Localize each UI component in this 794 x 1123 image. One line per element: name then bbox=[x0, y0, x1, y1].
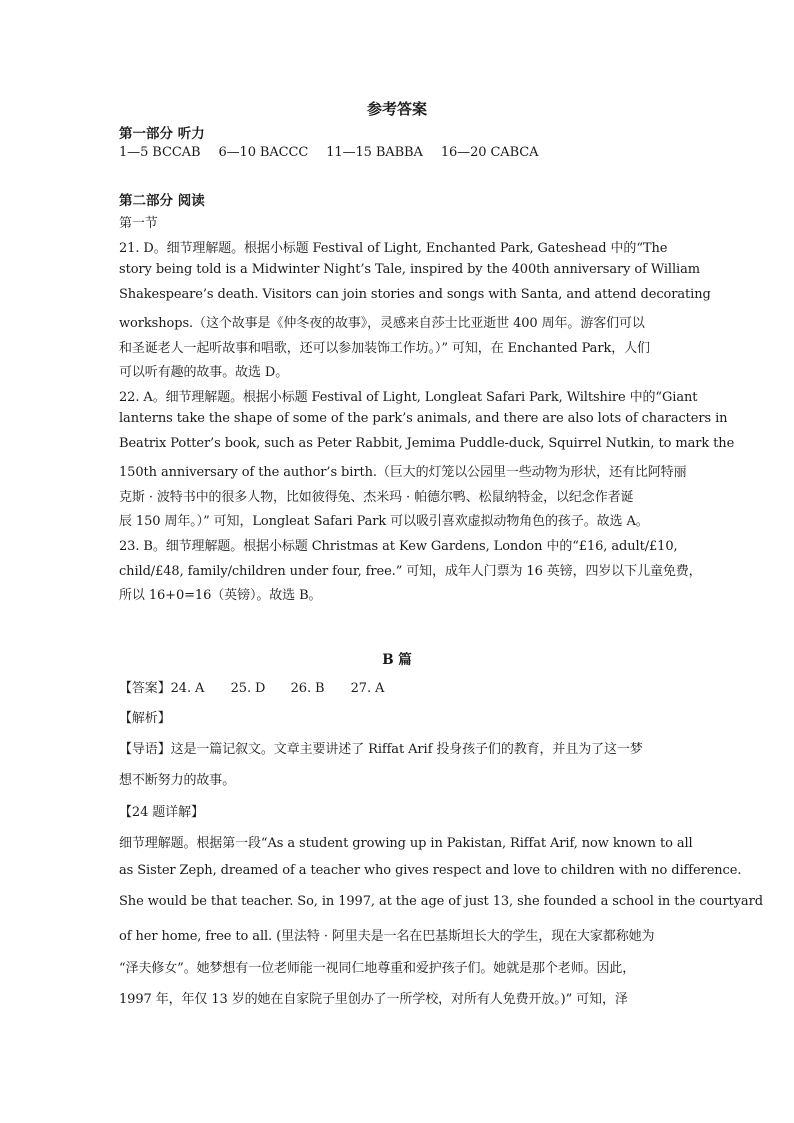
section-b-title: B 篇 bbox=[382, 652, 412, 668]
paragraph-line: 细节理解题。根据第一段“As a student growing up in Pakistan, Riffat Arif, now known to all bbox=[119, 836, 693, 851]
paragraph-line: Beatrix Potter’s book, such as Peter Rabbit, Jemima Puddle-duck, Squirrel Nutkin, to mark the bbox=[119, 436, 735, 451]
part2-subheading: 第一节 bbox=[119, 216, 158, 231]
paragraph-line: lanterns take the shape of some of the park’s animals, and there are also lots of characters in bbox=[119, 411, 728, 426]
paragraph-line: 克斯 · 波特书中的很多人物，比如彼得兔、杰米玛 · 帕德尔鸭、松鼠纳特金，以纪念作者诞 bbox=[119, 490, 634, 505]
part1-answers bbox=[119, 145, 679, 160]
paragraph-line: 22. A。细节理解题。根据小标题 Festival of Light, Longleat Safari Park, Wiltshire 中的“Giant bbox=[119, 390, 698, 405]
paragraph-line: “泽夫修女”。她梦想有一位老师能一视同仁地尊重和爱护孩子们。她就是那个老师。因此， bbox=[119, 961, 636, 976]
paragraph-line: 21. D。细节理解题。根据小标题 Festival of Light, Enchanted Park, Gateshead 中的“The bbox=[119, 241, 668, 256]
paragraph-line: child/£48, family/children under four, free.” 可知，成年人门票为 16 英镑，四岁以下儿童免费， bbox=[119, 564, 702, 579]
answer-item: 26. B bbox=[290, 681, 325, 696]
paragraph-line: 可以听有趣的故事。故选 D。 bbox=[119, 365, 289, 380]
paragraph-line: 所以 16+0=16（英镑）。故选 B。 bbox=[119, 588, 322, 603]
paragraph-line: 23. B。细节理解题。根据小标题 Christmas at Kew Gardens, London 中的“£16, adult/£10, bbox=[119, 539, 678, 554]
part1-heading: 第一部分 听力 bbox=[119, 126, 205, 142]
answer-group: 1—5 BCCAB bbox=[119, 145, 201, 160]
answer-group: 16—20 CABCA bbox=[440, 145, 539, 160]
section-b-answers bbox=[119, 677, 679, 696]
paragraph-line: story being told is a Midwinter Night’s Tale, inspired by the 400th anniversary of William bbox=[119, 262, 700, 277]
answer-item: 25. D bbox=[230, 681, 266, 696]
paragraph-line: She would be that teacher. So, in 1997, at the age of just 13, she founded a school in the courtyard bbox=[119, 894, 763, 909]
answer-label: 【答案】 bbox=[119, 681, 171, 696]
paragraph-line: of her home, free to all. (里法特 · 阿里夫是一名在巴基斯坦长大的学生，现在大家都称她为 bbox=[119, 929, 655, 944]
paragraph-line: 想不断努力的故事。 bbox=[119, 773, 236, 788]
analysis-label: 【解析】 bbox=[119, 711, 171, 726]
paragraph-line: 1997 年，年仅 13 岁的她在自家院子里创办了一所学校，对所有人免费开放。)” 可知，泽 bbox=[119, 992, 628, 1007]
paragraph-line: 和圣诞老人一起听故事和唱歌，还可以参加装饰工作坊。）” 可知，在 Enchanted Park，人们 bbox=[119, 341, 650, 356]
paragraph-line: as Sister Zeph, dreamed of a teacher who gives respect and love to children with no difference. bbox=[119, 863, 742, 878]
answer-item: 27. A bbox=[350, 681, 385, 696]
paragraph-line: 【导语】这是一篇记叙文。文章主要讲述了 Riffat Arif 投身孩子们的教育，并且为了这一梦 bbox=[119, 742, 643, 757]
answer-group: 6—10 BACCC bbox=[218, 145, 309, 160]
paragraph-line: 辰 150 周年。）” 可知，Longleat Safari Park 可以吸引喜欢虚拟动物角色的孩子。故选 A。 bbox=[119, 514, 649, 529]
paragraph-line: 150th anniversary of the author’s birth.（巨大的灯笼以公园里一些动物为形状，还有比阿特丽 bbox=[119, 465, 687, 480]
answer-group: 11—15 BABBA bbox=[326, 145, 423, 160]
paragraph-line: Shakespeare’s death. Visitors can join stories and songs with Santa, and attend decorating bbox=[119, 287, 711, 302]
page-title: 参考答案 bbox=[366, 100, 427, 118]
paragraph-line: 【24 题详解】 bbox=[119, 805, 204, 820]
part2-heading: 第二部分 阅读 bbox=[119, 193, 205, 209]
paragraph-line: workshops.（这个故事是《仲冬夜的故事》，灵感来自莎士比亚逝世 400 周年。游客们可以 bbox=[119, 316, 645, 331]
answer-item: 24. A bbox=[170, 681, 205, 696]
